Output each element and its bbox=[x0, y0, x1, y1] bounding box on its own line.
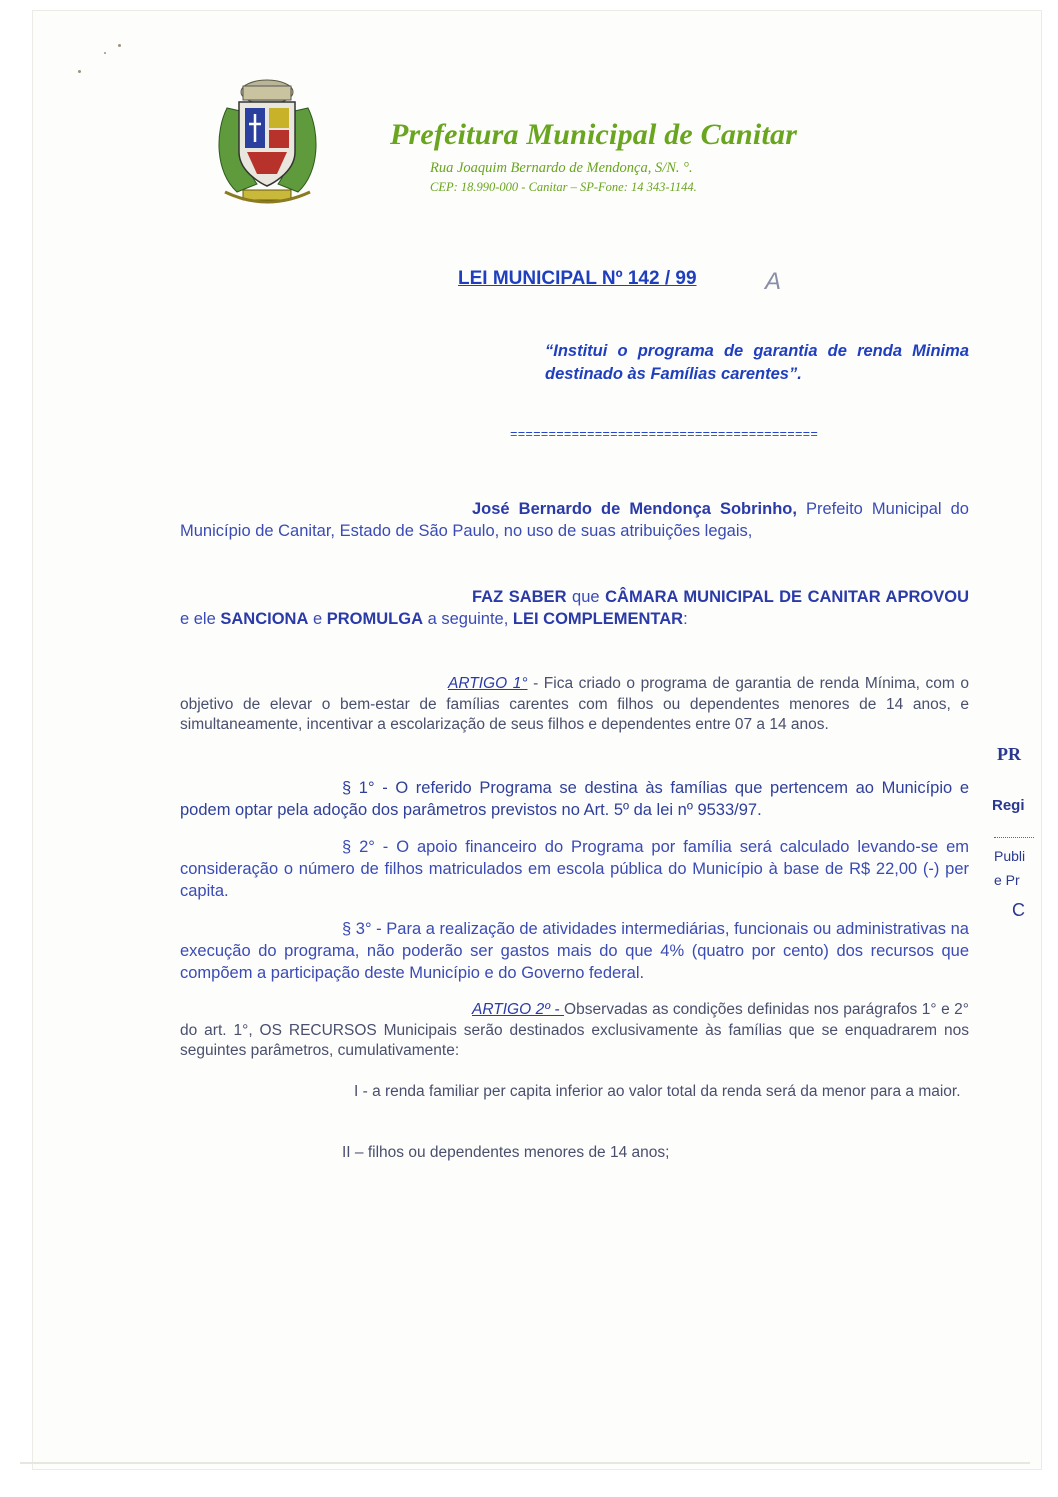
municipality-address: Rua Joaquim Bernardo de Mendonça, S/N. °. bbox=[430, 160, 693, 176]
article-1-label: ARTIGO 1° bbox=[448, 675, 528, 692]
camara-aprovou: CÂMARA MUNICIPAL DE CANITAR APROVOU bbox=[605, 588, 969, 606]
adjacent-page-rule bbox=[994, 837, 1034, 838]
faz-saber: FAZ SABER bbox=[472, 588, 567, 606]
municipal-crest-icon bbox=[205, 72, 330, 212]
enactment-connector: : bbox=[683, 610, 688, 628]
paragraph-2 bbox=[180, 836, 969, 902]
item-1-text: I - a renda familiar per capita inferior ao valor total da renda será da menor para a maior. bbox=[354, 1083, 961, 1100]
preamble-text: Prefeito Municipal do Município de Canitar, Estado de São Paulo, no uso de suas atribuições legais, bbox=[180, 500, 969, 540]
adjacent-page-fragment: C bbox=[1012, 900, 1025, 920]
enactment-connector: e ele bbox=[180, 610, 221, 628]
enactment-paragraph bbox=[180, 586, 969, 630]
adjacent-page-fragment: Regi bbox=[992, 797, 1025, 814]
article-2-text: Observadas as condições definidas nos parágrafos 1° e 2° do art. 1°, OS RECURSOS Municipais serão destinados exclusivamente às famílias que se enquadrarem nos seguintes parâmetros, cumulativamente: bbox=[180, 1001, 969, 1059]
item-2-text: II – filhos ou dependentes menores de 14 anos; bbox=[342, 1144, 670, 1161]
paper-speck bbox=[118, 44, 121, 47]
article-1-text: - Fica criado o programa de garantia de renda Mínima, com o objetivo de elevar o bem-estar de famílias carentes com filhos ou dependentes menores de 14 anos, e simultaneamente, incentivar a escolarização de seus filhos e dependentes entre 07 a 14 anos. bbox=[180, 675, 969, 733]
enactment-connector: que bbox=[566, 588, 606, 606]
paper-speck bbox=[104, 52, 106, 54]
preamble-paragraph bbox=[180, 498, 969, 542]
separator-line: ======================================== bbox=[510, 428, 819, 442]
promulga: PROMULGA bbox=[326, 610, 423, 628]
paper-speck bbox=[78, 70, 81, 73]
article-2 bbox=[180, 1000, 969, 1062]
item-2 bbox=[180, 1143, 969, 1164]
sanciona: SANCIONA bbox=[220, 610, 309, 628]
article-2-label: ARTIGO 2º - bbox=[472, 1001, 565, 1018]
paragraph-1 bbox=[180, 777, 969, 821]
adjacent-page-fragment: e Pr bbox=[994, 872, 1020, 888]
law-ementa: “Institui o programa de garantia de renda Minima destinado às Famílias carentes”. bbox=[545, 342, 969, 383]
document-page bbox=[32, 10, 1042, 1470]
law-title: LEI MUNICIPAL Nº 142 / 99 bbox=[458, 268, 697, 289]
article-1 bbox=[180, 674, 969, 736]
handwritten-mark: A bbox=[765, 268, 782, 295]
adjacent-page-fragment: PR bbox=[997, 744, 1021, 764]
paragraph-2-text: § 2° - O apoio financeiro do Programa por família será calculado levando-se em consideração o número de filhos matriculados em escola pública do Município à base de R$ 22,00 (-) per capita. bbox=[180, 838, 969, 900]
item-1 bbox=[180, 1082, 969, 1103]
municipality-contact: CEP: 18.990-000 - Canitar – SP-Fone: 14 343-1144. bbox=[430, 180, 697, 194]
adjacent-page-fragment: Publi bbox=[994, 848, 1026, 864]
paragraph-3-text: § 3° - Para a realização de atividades intermediárias, funcionais ou administrativas na execução do programa, não poderão ser gastos mais do que 4% (quatro por cento) dos recursos que compõem a participação deste Município e do Governo federal. bbox=[180, 920, 969, 982]
mayor-name: José Bernardo de Mendonça Sobrinho, bbox=[472, 500, 797, 518]
municipality-title: Prefeitura Municipal de Canitar bbox=[390, 118, 798, 151]
paragraph-3 bbox=[180, 918, 969, 984]
enactment-connector: a seguinte, bbox=[423, 610, 513, 628]
lei-complementar: LEI COMPLEMENTAR bbox=[512, 610, 684, 628]
enactment-connector: e bbox=[308, 610, 327, 628]
paragraph-1-text: § 1° - O referido Programa se destina às famílias que pertencem ao Município e podem optar pela adoção dos parâmetros previstos no Art. 5º da lei nº 9533/97. bbox=[180, 779, 969, 819]
page-edge bbox=[20, 1462, 1030, 1464]
